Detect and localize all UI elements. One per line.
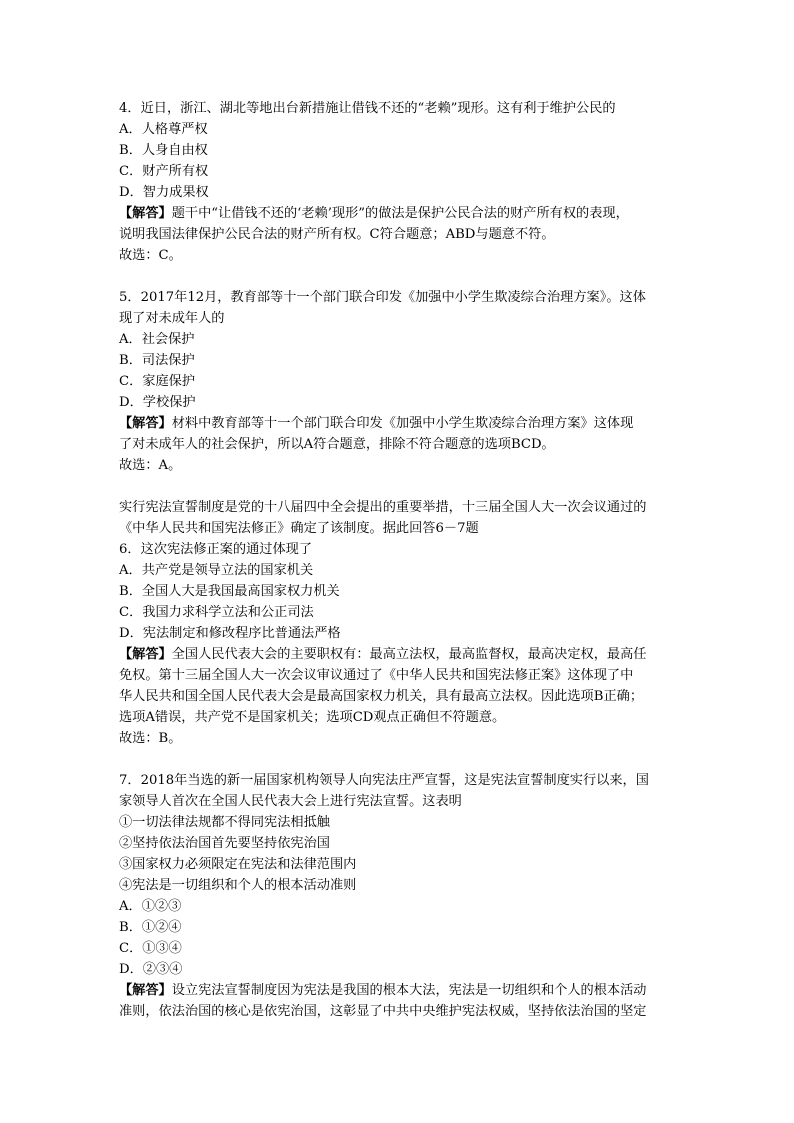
answer-text: 题干中“让借钱不还的‘老赖’现形”的做法是保护公民合法的财产所有权的表现， [171,206,629,221]
question-4-stem: 4．近日，浙江、湖北等地出台新措施让借钱不还的“老赖”现形。这有利于维护公民的 [119,101,616,116]
question-7-option-d: D．②③④ [119,962,183,977]
question-7-stem-line-2: 家领导人首次在全国人民代表大会上进行宪法宣誓。这表明 [119,794,462,809]
question-4-option-b: B．人身自由权 [119,143,208,158]
question-4 [119,98,681,266]
question-5-answer-line-1 [119,413,681,434]
question-7-option-a: A．①②③ [119,899,182,914]
question-6-stem: 6．这次宪法修正案的通过体现了 [119,542,313,557]
question-6-option-c: C．我国力求科学立法和公正司法 [119,605,314,620]
question-6-answer-line-1 [119,644,681,665]
question-7-option-b: B．①②④ [119,920,182,935]
question-4-answer-line-1 [119,203,681,224]
question-5-option-b: B．司法保护 [119,353,195,368]
question-7-statement-2: ②坚持依法治国首先要坚持依宪治国 [119,836,330,851]
answer-label: 【解答】 [119,416,172,431]
question-5-stem-line-2: 现了对未成年人的 [119,311,225,326]
question-5-stem-line-1: 5．2017年12月，教育部等十一个部门联合印发《加强中小学生欺凌综合治理方案》。这体 [119,290,646,305]
answer-text: 设立宪法宣誓制度因为宪法是我国的根本大法，宪法是一切组织和个人的根本活动 [171,983,647,998]
question-7-statement-4: ④宪法是一切组织和个人的根本活动准则 [119,878,357,893]
question-4-conclusion: 故选：C。 [119,248,182,263]
question-7-statement-3: ③国家权力必须限定在宪法和法律范围内 [119,857,357,872]
question-5-option-d: D．学校保护 [119,395,196,410]
question-4-option-c: C．财产所有权 [119,164,209,179]
question-6-answer-line-4: 选项A错误，共产党不是国家机关；选项CD观点正确但不符题意。 [119,710,506,725]
answer-label: 【解答】 [119,983,172,998]
document-page [119,98,681,1022]
question-5-option-a: A．社会保护 [119,332,195,347]
answer-label: 【解答】 [119,647,172,662]
question-6-option-d: D．宪法制定和修改程序比普通法严格 [119,626,341,641]
answer-text: 材料中教育部等十一个部门联合印发《加强中小学生欺凌综合治理方案》这体现 [171,416,634,431]
question-7-option-c: C．①③④ [119,941,182,956]
question-7-answer-line-1 [119,980,681,1001]
question-6-answer-line-2: 免权。第十三届全国人大一次会议审议通过了《中华人民共和国宪法修正案》这体现了中 [119,668,634,683]
question-6-answer-line-3: 华人民共和国全国人民代表大会是最高国家权力机关，具有最高立法权。因此选项B正确； [119,689,643,704]
question-6-option-a: A．共产党是领导立法的国家机关 [119,563,314,578]
answer-label: 【解答】 [119,206,172,221]
question-6-group [119,497,681,749]
question-5-conclusion: 故选：A。 [119,458,182,473]
question-7-statement-1: ①一切法律法规都不得同宪法相抵触 [119,815,330,830]
question-7-answer-line-2: 准则，依法治国的核心是依宪治国，这彰显了中共中央维护宪法权威，坚持依法治国的坚定 [119,1004,647,1019]
question-6-conclusion: 故选：B。 [119,731,182,746]
intro-line-1: 实行宪法宣誓制度是党的十八届四中全会提出的重要举措，十三届全国人大一次会议通过的 [119,500,647,515]
question-4-option-d: D．智力成果权 [119,185,209,200]
question-4-answer-line-2: 说明我国法律保护公民合法的财产所有权。C符合题意；ABD与题意不符。 [119,227,555,242]
question-4-option-a: A．人格尊严权 [119,122,208,137]
question-7-stem-line-1: 7．2018年当选的新一届国家机构领导人向宪法庄严宣誓，这是宪法宣誓制度实行以来，国 [119,773,649,788]
intro-line-2: 《中华人民共和国宪法修正》确定了该制度。据此回答6－7题 [119,521,479,536]
question-5-option-c: C．家庭保护 [119,374,196,389]
question-5 [119,287,681,476]
answer-text: 全国人民代表大会的主要职权有：最高立法权，最高监督权，最高决定权，最高任 [171,647,647,662]
question-6-option-b: B．全国人大是我国最高国家权力机关 [119,584,340,599]
question-5-answer-line-2: 了对未成年人的社会保护，所以A符合题意，排除不符合题意的选项BCD。 [119,437,555,452]
question-7 [119,770,681,1022]
